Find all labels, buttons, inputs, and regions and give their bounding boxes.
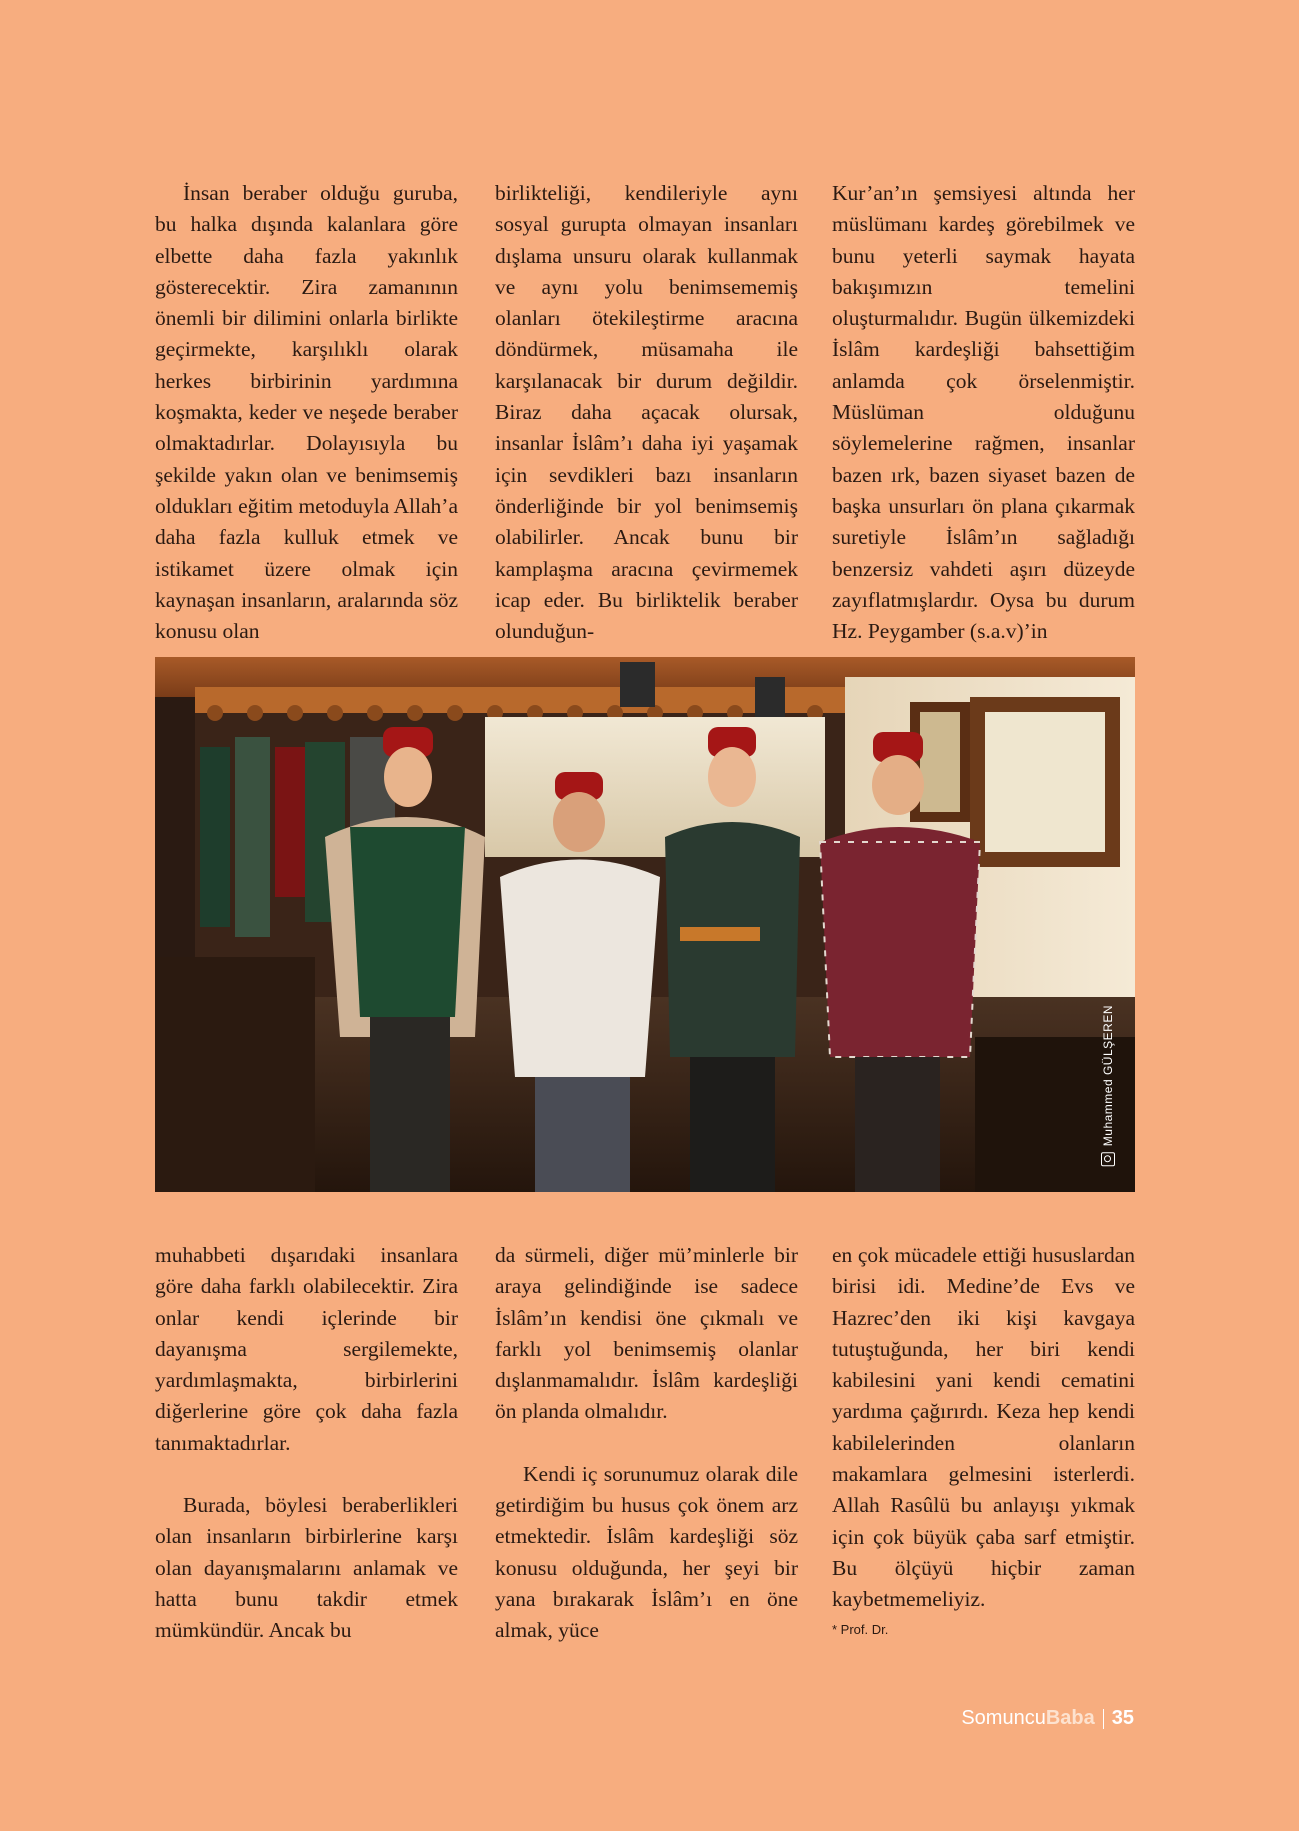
paragraph: da sürmeli, diğer mü’minlerle bir araya gelindiğinde ise sadece İslâm’ın kendisi öne çıkmalı ve farklı yol benimsemiş olanlar dışlanmamalıdır. İslâm kardeşliği ön planda olmalıdır. <box>495 1243 798 1424</box>
brand-name-part2: Baba <box>1045 1707 1095 1729</box>
paragraph: en çok mücadele ettiği hususlardan birisi idi. Medine’de Evs ve Hazrec’den iki kişi kavgaya tutuştuğunda, her biri kendi kabilesini yani kendi cematini yardıma çağırırdı. Keza hep kendi kabilelerinden olanların makamlara gelmesini isterlerdi. Allah Rasûlü bu anlayışı yıkmak için çok büyük çaba sarf etmiştir. Bu ölçüyü hiçbir zaman kaybetmemeliyiz. <box>832 1243 1135 1612</box>
paragraph: İnsan beraber olduğu guruba, bu halka dışında kalanlara göre elbette daha fazla yakınlık gösterecektir. Zira zamanının önemli bir dilimini onlarla birlikte geçirmekte, karşılıklı olarak herkes birbirinin yardımına koşmakta, keder ve neşede beraber olmaktadırlar. Dolayısıyla bu şekilde yakın olan ve benimsemiş oldukları eğitim metoduyla Allah’a daha fazla kulluk etmek ve istikamet üzere olmak için kaynaşan insanların, aralarında söz konusu olan <box>155 181 458 644</box>
article-column-2-bottom <box>495 1240 798 1647</box>
brand-name-part1: Somuncu <box>961 1707 1046 1729</box>
camera-icon <box>1101 1152 1115 1166</box>
footer-divider <box>1103 1709 1104 1729</box>
article-column-1-bottom <box>155 1240 458 1647</box>
paragraph: Burada, böylesi beraberlikleri olan insanların birbirlerine karşı olan dayanışmalarını anlamak ve hatta bunu takdir etmek mümkündür. Ancak bu <box>155 1493 458 1643</box>
magazine-logo <box>961 1707 1094 1730</box>
photo-credit-text: Muhammed GÜLŞEREN <box>1101 1004 1115 1146</box>
paragraph: Kendi iç sorunumuz olarak dile getirdiğim bu husus çok önem arz etmektedir. İslâm kardeşliği söz konusu olduğunda, her şeyi bir yana bırakarak İslâm’ı en öne almak, yüce <box>495 1461 798 1643</box>
author-footnote: * Prof. Dr. <box>832 1621 889 1637</box>
article-photo <box>155 657 1135 1192</box>
paragraph: birlikteliği, kendileriyle aynı sosyal gurupta olmayan insanları dışlama unsuru olarak kullanmak ve aynı yolu benimsememiş olanları ötekileştirme aracına döndürmek, müsamaha ile karşılanacak bir durum değildir. Biraz daha açacak olursak, insanlar İslâm’ı daha iyi yaşamak için sevdikleri bazı insanların önderliğinde bir yol benimsemiş olabilirler. Ancak bunu bir kamplaşma aracına çevirmemek icap eder. Bu birliktelik beraber olunduğun- <box>495 181 798 644</box>
paragraph: Kur’an’ın şemsiyesi altında her müslümanı kardeş görebilmek ve bunu yeterli saymak hayata bakışımızın temelini oluşturmalıdır. Bugün ülkemizdeki İslâm kardeşliği bahsettiğim anlamda çok örselenmiştir. Müslüman olduğunu söylemelerine rağmen, insanlar bazen ırk, bazen siyaset bazen de başka unsurları ön plana çıkarmak suretiyle İslâm’ın sağladığı benzersiz vahdeti aşırı düzeyde zayıflatmışlardır. Oysa bu durum Hz. Peygamber (s.a.v)’in <box>832 181 1135 644</box>
photo-credit <box>1101 1005 1115 1166</box>
article-column-1-top <box>155 178 458 647</box>
article-column-2-top <box>495 178 798 647</box>
page-number: 35 <box>1111 1707 1134 1729</box>
article-column-3-top <box>832 178 1135 647</box>
page-footer <box>961 1707 1134 1730</box>
paragraph: muhabbeti dışarıdaki insanlara göre daha farklı olabilecektir. Zira onlar kendi içlerinde bir dayanışma sergilemekte, yardımlaşmakta, birbirlerini diğerlerine göre çok daha fazla tanımaktadırlar. <box>155 1243 458 1455</box>
article-column-3-bottom <box>832 1240 1135 1638</box>
